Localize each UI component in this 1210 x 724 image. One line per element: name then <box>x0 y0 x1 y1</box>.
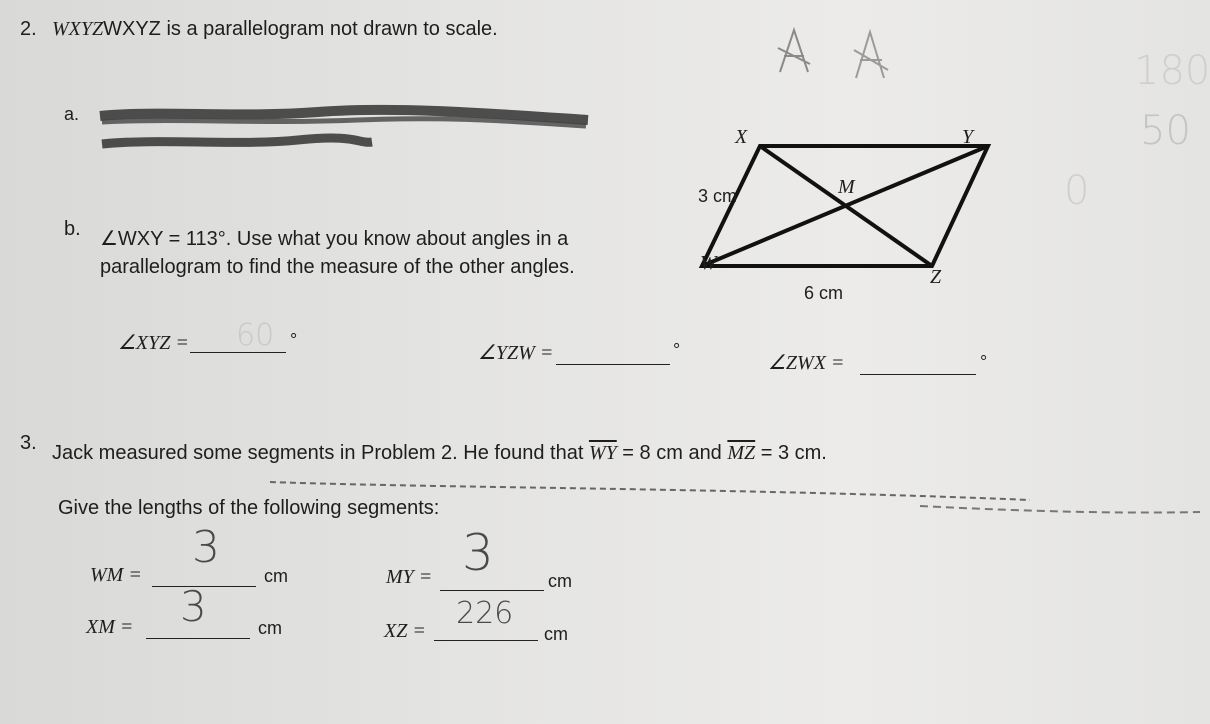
side-length-bottom: 6 cm <box>804 283 844 303</box>
problem-2-statement-text: WXYZ is a parallelogram not drawn to scale. <box>103 18 498 40</box>
my-label: MY = <box>386 566 433 588</box>
xz-label: XZ = <box>384 620 426 642</box>
part-b-label: b. <box>64 218 81 240</box>
angle-yzw-answer-line[interactable] <box>556 364 670 365</box>
angle-zwx-degree: ° <box>980 352 988 372</box>
angle-xyz-degree: ° <box>290 330 298 350</box>
vertex-z-label: Z <box>930 266 942 288</box>
angle-xyz-label: ∠XYZ = <box>118 332 189 354</box>
top-right-handwritten-3: 0 <box>1064 168 1090 214</box>
problem-3-statement <box>52 442 827 465</box>
xm-handwritten: 3 <box>180 582 207 631</box>
xm-label: XM = <box>86 616 134 638</box>
xz-unit: cm <box>544 624 568 644</box>
my-answer-line[interactable] <box>440 590 544 591</box>
wm-handwritten: 3 <box>192 522 220 573</box>
problem-3-instruction: Give the lengths of the following segments: <box>58 497 440 519</box>
angle-xyz-handwritten: 60 <box>236 318 275 353</box>
wm-unit: cm <box>264 566 288 586</box>
problem-3-eq2: = 3 cm. <box>755 442 827 464</box>
part-b-line1: ∠WXY = 113°. Use what you know about angles in a <box>100 228 569 250</box>
part-b-line2: parallelogram to find the measure of the other angles. <box>100 256 575 278</box>
midpoint-m-label: M <box>838 176 855 198</box>
problem-3-number: 3. <box>20 432 37 454</box>
my-unit: cm <box>548 571 572 591</box>
xz-answer-line[interactable] <box>434 640 538 641</box>
vertex-y-label: Y <box>962 126 974 148</box>
segment-wy: $\overline{WY}$ <box>588 442 617 464</box>
star-doodles <box>770 26 930 86</box>
angle-yzw-degree: ° <box>673 340 681 360</box>
side-length-left: 3 cm <box>698 186 738 206</box>
wm-label: WM = <box>90 564 142 586</box>
problem-2-statement <box>52 18 498 41</box>
problem-3-eq1: = 8 cm and <box>616 442 728 464</box>
top-right-handwritten-1: 180 <box>1134 48 1210 94</box>
vertex-w-label: W <box>700 252 717 274</box>
parallelogram-name: WXYZ <box>52 18 104 40</box>
top-right-handwritten-2: 50 <box>1140 108 1191 154</box>
xz-handwritten: 226 <box>456 596 514 631</box>
part-a-scribble <box>98 100 598 160</box>
my-handwritten: 3 <box>462 524 494 582</box>
problem-2-number: 2. <box>20 18 37 40</box>
angle-zwx-label: ∠ZWX = <box>768 352 845 374</box>
angle-zwx-answer-line[interactable] <box>860 374 976 375</box>
segment-mz: $\overline{MZ}$ <box>727 442 756 464</box>
vertex-x-label: X <box>735 126 748 148</box>
xm-answer-line[interactable] <box>146 638 250 639</box>
angle-yzw-label: ∠YZW = <box>478 342 554 364</box>
problem-3-intro: Jack measured some segments in Problem 2. He found that <box>52 442 584 464</box>
part-a-label: a. <box>64 104 80 124</box>
xm-unit: cm <box>258 618 282 638</box>
